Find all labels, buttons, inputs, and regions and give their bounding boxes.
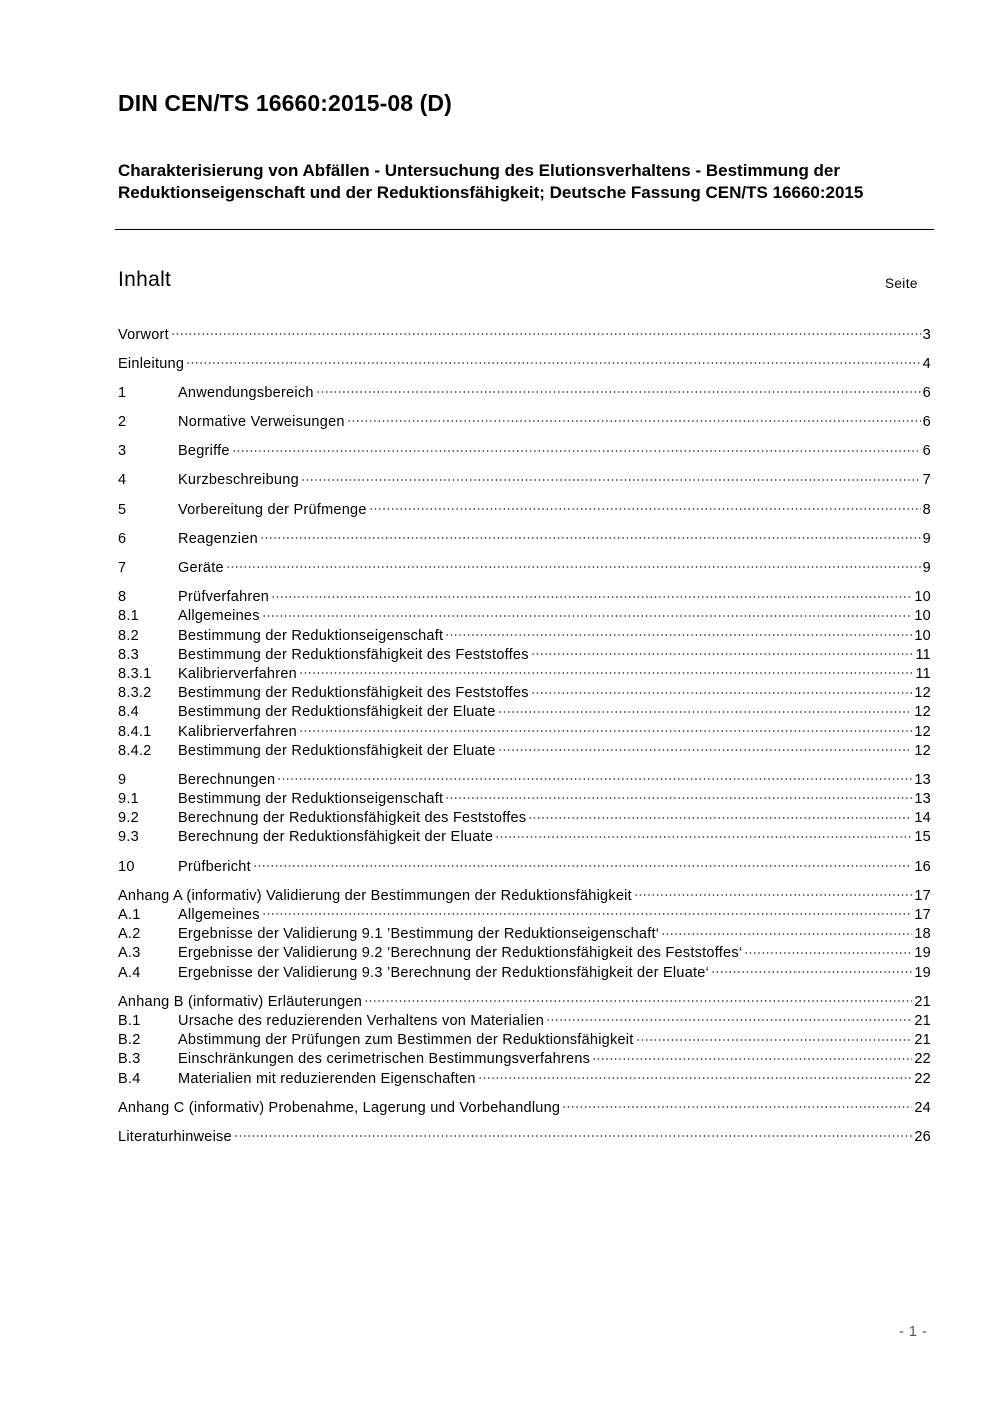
toc-entry-title: Einschränkungen des cerimetrischen Bestimmungsverfahrens <box>178 1051 591 1068</box>
toc-entry-number: 8.4 <box>118 704 139 721</box>
toc-entry-page: 13 <box>914 791 931 808</box>
toc-entry-title: Bestimmung der Reduktionsfähigkeit der Eluate <box>178 704 496 721</box>
toc-entry-title: Bestimmung der Reduktionsfähigkeit des Feststoffes <box>178 685 529 702</box>
toc-entry-page: 12 <box>914 742 931 759</box>
toc-dot-leader <box>528 804 912 819</box>
toc-entry-title: Anhang A (informativ) Validierung der Bestimmungen der Reduktionsfähigkeit <box>118 887 632 904</box>
toc-dot-leader <box>277 766 912 781</box>
toc-entry-page: 18 <box>914 926 931 943</box>
toc-entry-page: 9 <box>922 560 931 576</box>
toc-entry-title: Ergebnisse der Validierung 9.3 ’Berechnung der Reduktionsfähigkeit der Eluate‘ <box>178 964 710 981</box>
toc-dot-leader <box>299 717 912 732</box>
toc-dot-leader <box>634 882 912 897</box>
toc-dot-leader <box>347 408 921 423</box>
toc-dot-leader <box>711 958 912 973</box>
toc-entry-page: 11 <box>915 646 931 663</box>
toc-entry-title: Geräte <box>178 560 224 576</box>
toc-entry-page: 21 <box>914 993 931 1010</box>
toc-entry-number: 8 <box>118 589 127 606</box>
toc-dot-leader <box>661 920 912 935</box>
toc-entry-number: 6 <box>118 530 127 547</box>
toc-entry[interactable] <box>118 441 931 460</box>
toc-entry-page: 10 <box>914 608 931 625</box>
toc-dot-leader <box>498 737 913 752</box>
toc-entry-number: 9.3 <box>118 829 139 846</box>
toc-entry-title: Literaturhinweise <box>118 1128 232 1145</box>
toc-entry[interactable] <box>118 1097 931 1116</box>
toc-entry-page: 21 <box>914 1012 931 1029</box>
toc-entry-title: Bestimmung der Reduktionseigenschaft <box>178 791 444 808</box>
toc-dot-leader <box>234 1123 912 1138</box>
toc-heading: Inhalt <box>118 268 172 291</box>
toc-entry-title: Kalibrierverfahren <box>178 723 297 740</box>
toc-entry-page: 19 <box>914 945 931 962</box>
toc-entry[interactable] <box>118 558 931 577</box>
toc-dot-leader <box>478 1064 913 1079</box>
toc-entry-page: 9 <box>922 530 931 547</box>
toc-entry-page: 16 <box>914 858 931 875</box>
table-of-contents <box>118 324 931 1146</box>
toc-entry[interactable] <box>118 740 931 759</box>
toc-dot-leader <box>744 939 912 954</box>
toc-entry-page: 7 <box>922 472 931 489</box>
toc-entry-page: 19 <box>914 964 931 981</box>
toc-dot-leader <box>226 554 921 569</box>
toc-entry-title: Bestimmung der Reduktionsfähigkeit des Feststoffes <box>178 646 529 663</box>
title-divider <box>115 229 934 230</box>
toc-entry-page: 6 <box>922 414 931 431</box>
toc-entry-title: Begriffe <box>178 443 230 460</box>
toc-entry-title: Reagenzien <box>178 530 258 547</box>
document-title: DIN CEN/TS 16660:2015-08 (D) <box>118 90 452 116</box>
toc-entry-title: Normative Verweisungen <box>178 414 345 431</box>
toc-entry-page: 24 <box>914 1099 931 1116</box>
toc-dot-leader <box>531 641 914 656</box>
page-number: - 1 - <box>899 1324 928 1340</box>
toc-entry-number: 2 <box>118 414 127 431</box>
toc-entry-title: Ergebnisse der Validierung 9.2 ’Berechnung der Reduktionsfähigkeit des Feststoffes‘ <box>178 945 743 962</box>
toc-entry-number: A.4 <box>118 964 141 981</box>
toc-entry-page: 3 <box>922 326 931 343</box>
toc-entry-number: B.2 <box>118 1032 141 1049</box>
toc-entry-number: 9.1 <box>118 791 139 808</box>
toc-entry-page: 21 <box>914 1032 931 1049</box>
toc-entry-title: Kalibrierverfahren <box>178 665 297 682</box>
toc-dot-leader <box>445 785 912 800</box>
toc-dot-leader <box>301 466 921 481</box>
toc-entry-page: 12 <box>914 685 931 702</box>
toc-entry-page: 10 <box>914 627 931 644</box>
toc-dot-leader <box>253 853 912 868</box>
toc-entry-number: 8.3 <box>118 646 139 663</box>
toc-entry-title: Bestimmung der Reduktionseigenschaft <box>178 627 444 644</box>
toc-dot-leader <box>171 320 921 335</box>
toc-entry-number: 10 <box>118 858 135 875</box>
toc-entry-title: Kurzbeschreibung <box>178 472 299 489</box>
toc-entry-title: Allgemeines <box>178 608 260 625</box>
toc-dot-leader <box>316 379 921 394</box>
toc-dot-leader <box>531 679 913 694</box>
toc-entry-page: 14 <box>914 810 931 827</box>
toc-entry-title: Anhang C (informativ) Probenahme, Lagerung und Vorbehandlung <box>118 1099 561 1116</box>
toc-dot-leader <box>271 583 912 598</box>
toc-entry-title: Berechnungen <box>178 771 276 788</box>
toc-entry-title: Einleitung <box>118 355 185 372</box>
toc-entry-number: A.3 <box>118 945 141 962</box>
toc-entry-page: 13 <box>914 771 931 788</box>
toc-entry-title: Berechnung der Reduktionsfähigkeit des Feststoffes <box>178 810 527 827</box>
toc-entry-number: 4 <box>118 472 127 489</box>
toc-entry-page: 6 <box>922 384 931 401</box>
toc-entry-page: 8 <box>922 501 931 518</box>
toc-entry-page: 17 <box>914 907 931 923</box>
toc-entry-number: 9.2 <box>118 810 139 827</box>
toc-entry-page: 26 <box>914 1128 931 1145</box>
toc-entry-number: A.2 <box>118 926 141 943</box>
toc-entry-number: B.3 <box>118 1051 141 1068</box>
document-subtitle: Charakterisierung von Abfällen - Untersuchung des Elutionsverhaltens - Bestimmung der Reduktionseigenschaft und der Reduktionsfähigkeit; Deutsche Fassung CEN/TS 16660:2015 <box>118 161 864 202</box>
toc-entry-number: A.1 <box>118 907 141 923</box>
toc-entry-number: 8.1 <box>118 608 139 625</box>
toc-entry-title: Vorbereitung der Prüfmenge <box>178 501 367 518</box>
toc-entry-title: Ursache des reduzierenden Verhaltens von Materialien <box>178 1012 545 1029</box>
toc-entry-title: Anwendungsbereich <box>178 384 314 401</box>
toc-entry-number: 8.4.2 <box>118 742 152 759</box>
toc-entry-page: 6 <box>922 443 931 460</box>
toc-entry-title: Bestimmung der Reduktionsfähigkeit der Eluate <box>178 742 496 759</box>
toc-entry-number: 8.3.1 <box>118 665 152 682</box>
toc-page-column-label: Seite <box>885 276 918 291</box>
toc-entry-title: Berechnung der Reduktionsfähigkeit der Eluate <box>178 829 494 846</box>
toc-dot-leader <box>299 660 913 675</box>
toc-entry-title: Allgemeines <box>178 907 260 923</box>
toc-dot-leader <box>262 602 913 617</box>
toc-entry-title: Prüfverfahren <box>178 589 270 606</box>
toc-entry[interactable] <box>118 470 931 489</box>
toc-entry[interactable] <box>118 962 931 981</box>
toc-dot-leader <box>260 525 921 540</box>
toc-entry-page: 22 <box>914 1051 931 1068</box>
toc-entry-page: 4 <box>922 355 931 372</box>
toc-entry[interactable] <box>118 324 931 343</box>
toc-dot-leader <box>262 901 913 916</box>
toc-dot-leader <box>592 1045 912 1060</box>
toc-entry-page: 12 <box>914 723 931 740</box>
toc-entry-page: 22 <box>914 1070 931 1087</box>
toc-entry[interactable] <box>118 528 931 547</box>
toc-entry[interactable] <box>118 827 931 846</box>
toc-dot-leader <box>546 1007 912 1022</box>
toc-entry[interactable] <box>118 856 931 875</box>
toc-entry[interactable] <box>118 353 931 372</box>
toc-entry[interactable] <box>118 499 931 518</box>
toc-entry[interactable] <box>118 1126 931 1145</box>
toc-entry[interactable] <box>118 1068 931 1087</box>
toc-entry-title: Prüfbericht <box>178 858 251 875</box>
toc-entry-page: 11 <box>915 665 931 682</box>
toc-entry-title: Materialien mit reduzierenden Eigenschaften <box>178 1070 476 1087</box>
toc-entry-number: 1 <box>118 384 127 401</box>
toc-dot-leader <box>445 621 912 636</box>
toc-entry-number: 5 <box>118 501 127 518</box>
toc-dot-leader <box>364 988 912 1003</box>
toc-entry-number: 7 <box>118 560 127 576</box>
toc-entry[interactable] <box>118 382 931 401</box>
toc-entry-page: 10 <box>914 589 931 606</box>
toc-entry-page: 17 <box>914 887 931 904</box>
toc-dot-leader <box>186 350 920 365</box>
toc-entry-number: 8.3.2 <box>118 685 152 702</box>
toc-entry-number: 8.4.1 <box>118 723 152 740</box>
toc-entry-number: B.4 <box>118 1070 141 1087</box>
toc-dot-leader <box>562 1094 912 1109</box>
toc-entry-title: Vorwort <box>118 326 169 343</box>
toc-entry-number: B.1 <box>118 1012 141 1029</box>
toc-dot-leader <box>498 698 913 713</box>
toc-entry[interactable] <box>118 412 931 431</box>
toc-entry-number: 3 <box>118 443 127 460</box>
toc-entry-title: Abstimmung der Prüfungen zum Bestimmen der Reduktionsfähigkeit <box>178 1032 634 1049</box>
toc-dot-leader <box>369 496 921 511</box>
toc-entry-number: 8.2 <box>118 627 139 644</box>
toc-entry-title: Anhang B (informativ) Erläuterungen <box>118 993 363 1010</box>
toc-dot-leader <box>636 1026 913 1041</box>
toc-entry-title: Ergebnisse der Validierung 9.1 ’Bestimmung der Reduktionseigenschaft‘ <box>178 926 660 943</box>
toc-entry-page: 12 <box>914 704 931 721</box>
toc-entry-number: 9 <box>118 771 127 788</box>
toc-dot-leader <box>232 437 921 452</box>
toc-dot-leader <box>495 823 912 838</box>
toc-entry-page: 15 <box>914 829 931 846</box>
